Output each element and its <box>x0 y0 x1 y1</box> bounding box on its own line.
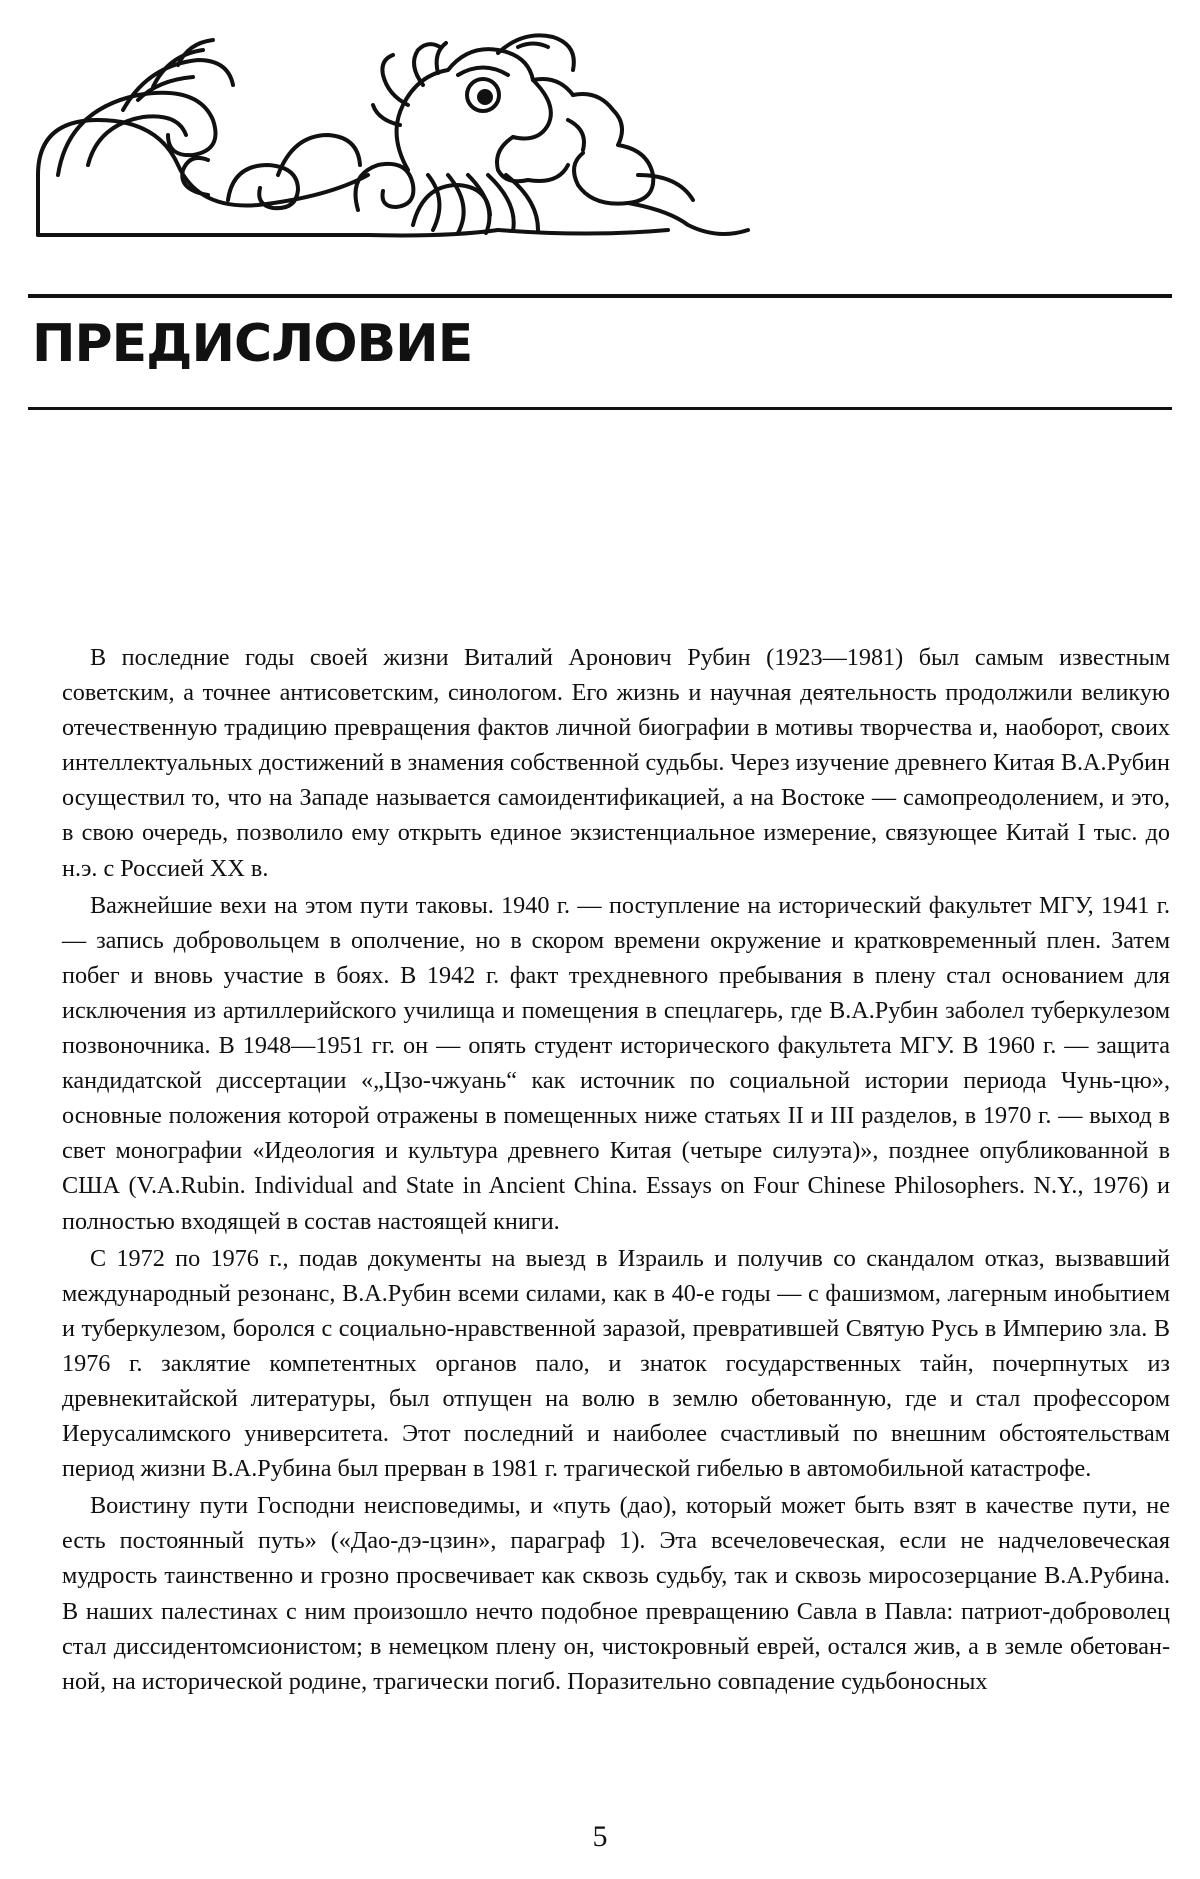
paragraph: Воистину пути Господни неисповедимы, и «путь (дао), который может быть взят в качестве пути, не есть постоянный путь» («Дао-дэ-цзин», параграф 1). Эта всечеловеческая, если не надчеловеческая мудрость таинственно и грозно просвечивает как сквозь судьбу, так и сквозь миросозерцание В.А.Рубина. В наших палестинах с ним произошло нечто подобное превращению Савла в Павла: патриот-доброволец стал диссидентомсионистом; в немецком плену он, чистокровный еврей, остался жив, а в земле обетованной, на исторической родине, трагически погиб. Поразительно совпадение судьбоносных <box>62 1492 1170 1695</box>
bottom-rule <box>28 407 1172 410</box>
paragraph: В последние годы своей жизни Виталий Аронович Рубин (1923—1981) был самым известным советским, а точнее антисоветским, синологом. Его жизнь и научная деятельность продолжили великую отечественную традицию превращения фактов личной биографии в мотивы творчества и, наоборот, своих интеллектуальных достижений в знамения собственной судьбы. Через изучение древнего Китая В.А.Рубин осуществил то, что на Западе называется самоидентификацией, а на Востоке — самопреодолением, и это, в свою очередь, позволило ему открыть единое экзистенциальное измерение, связующее Китай I тыс. до н.э. с Россией XX в. <box>62 644 1170 882</box>
paragraph: С 1972 по 1976 г., подав документы на выезд в Израиль и получив со скандалом отказ, вызвавший международный резонанс, В.А.Рубин всеми силами, как в 40-е годы — с фашизмом, лагерным инобытием и туберкулезом, боролся с социально-нравственной заразой, превратившей Святую Русь в Империю зла. В 1976 г. заклятие компетентных органов пало, и знаток государственных тайн, почерпнутых из древнекитайской литературы, был отпущен на волю в землю обетованную, где и стал профессором Иерусалимского университета. Этот последний и наиболее счастливый по внешним обстоятельствам период жизни В.А.Рубина был прерван в 1981 г. трагической гибелью в автомобильной катастрофе. <box>62 1244 1170 1483</box>
dragon-ornament-icon <box>28 25 768 255</box>
paragraph: Важнейшие вехи на этом пути таковы. 1940 г. — поступление на исторический факультет МГУ, 1941 г. — запись добровольцем в ополчение, но в скором времени окружение и кратковременный плен. Затем побег и вновь участие в боях. В 1942 г. факт трехдневного пребывания в плену стал основанием для исключения из артиллерийского училища и помещения в спецлагерь, где В.А.Рубин заболел туберкулезом позвоночника. В 1948—1951 гг. он — опять студент исторического факультета МГУ. В 1960 г. — защита кандидатской диссертации «„Цзо-чжуань“ как источник по социальной истории периода Чунь-цю», основные положения которой отражены в помещенных ниже статьях II и III разделов, в 1970 г. — выход в свет монографии «Идеология и культура древнего Китая (четыре силуэта)», позднее опубликованной в США (V.A.Rubin. Individual and State in Ancient China. Essays on Four Chinese Philosophers. N.Y., 1976) и полностью входящей в состав настоящей книги. <box>62 891 1170 1235</box>
page-number: 5 <box>592 1820 608 1853</box>
top-rule <box>28 294 1172 298</box>
body-text <box>62 640 1170 1701</box>
page-title: ПРЕДИСЛОВИЕ <box>32 314 473 374</box>
